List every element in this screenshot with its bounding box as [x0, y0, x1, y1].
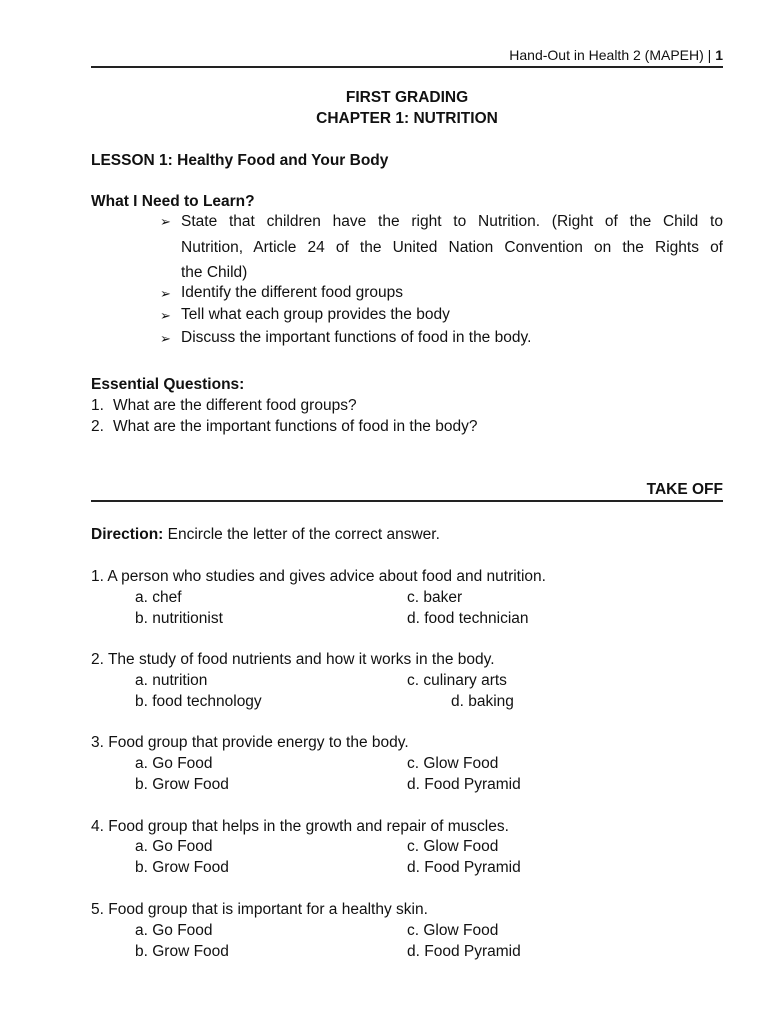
bullet-arrow-icon: ➢ — [160, 332, 171, 347]
q1-option-b[interactable]: b. nutritionist — [135, 610, 223, 627]
q4-option-c[interactable]: c. Glow Food — [407, 838, 499, 855]
learn-item-3: Tell what each group provides the body — [181, 306, 450, 323]
header-rule — [91, 66, 723, 68]
q4-option-a[interactable]: a. Go Food — [135, 838, 213, 855]
learn-item-1-line-2: Nutrition, Article 24 of the United Nation Convention on the Rights of — [181, 239, 723, 256]
q2-option-d[interactable]: d. baking — [451, 693, 514, 710]
q2-option-a[interactable]: a. nutrition — [135, 672, 208, 689]
question-1: 1. A person who studies and gives advice about food and nutrition. — [91, 568, 546, 585]
essential-heading: Essential Questions: — [91, 376, 245, 393]
q3-option-b[interactable]: b. Grow Food — [135, 776, 229, 793]
q2-option-b[interactable]: b. food technology — [135, 693, 262, 710]
direction — [91, 526, 440, 544]
q5-option-c[interactable]: c. Glow Food — [407, 922, 499, 939]
question-3: 3. Food group that provide energy to the body. — [91, 734, 409, 751]
q5-option-a[interactable]: a. Go Food — [135, 922, 213, 939]
running-header — [400, 47, 723, 63]
essential-question-2: What are the important functions of food in the body? — [113, 418, 478, 435]
section-title: TAKE OFF — [646, 481, 723, 498]
essential-num-2: 2. — [91, 418, 104, 435]
q4-option-d[interactable]: d. Food Pyramid — [407, 859, 521, 876]
learn-item-1-line-3: the Child) — [181, 264, 248, 281]
direction-label: Direction: — [91, 526, 164, 543]
question-5: 5. Food group that is important for a healthy skin. — [91, 901, 428, 918]
bullet-arrow-icon: ➢ — [160, 215, 171, 230]
q2-option-c[interactable]: c. culinary arts — [407, 672, 507, 689]
q5-option-d[interactable]: d. Food Pyramid — [407, 943, 521, 960]
q3-option-a[interactable]: a. Go Food — [135, 755, 213, 772]
learn-heading: What I Need to Learn? — [91, 193, 255, 210]
q4-option-b[interactable]: b. Grow Food — [135, 859, 229, 876]
chapter-title: CHAPTER 1: NUTRITION — [316, 110, 498, 127]
q5-option-b[interactable]: b. Grow Food — [135, 943, 229, 960]
essential-question-1: What are the different food groups? — [113, 397, 357, 414]
learn-item-2: Identify the different food groups — [181, 284, 404, 301]
page-number: 1 — [715, 47, 723, 63]
direction-text: Encircle the letter of the correct answer. — [163, 526, 440, 543]
q3-option-c[interactable]: c. Glow Food — [407, 755, 499, 772]
q1-option-a[interactable]: a. chef — [135, 589, 182, 606]
grading-title: FIRST GRADING — [345, 89, 469, 106]
section-rule — [91, 500, 723, 502]
q1-option-d[interactable]: d. food technician — [407, 610, 529, 627]
lesson-heading: LESSON 1: Healthy Food and Your Body — [91, 152, 389, 169]
running-title: Hand-Out in Health 2 (MAPEH) | — [509, 47, 716, 63]
question-2: 2. The study of food nutrients and how it works in the body. — [91, 651, 495, 668]
learn-item-1-line-1: State that children have the right to Nutrition. (Right of the Child to — [181, 213, 723, 230]
learn-item-4: Discuss the important functions of food in the body. — [181, 329, 532, 346]
bullet-arrow-icon: ➢ — [160, 287, 171, 302]
q3-option-d[interactable]: d. Food Pyramid — [407, 776, 521, 793]
question-4: 4. Food group that helps in the growth and repair of muscles. — [91, 818, 509, 835]
essential-num-1: 1. — [91, 397, 104, 414]
bullet-arrow-icon: ➢ — [160, 309, 171, 324]
q1-option-c[interactable]: c. baker — [407, 589, 463, 606]
